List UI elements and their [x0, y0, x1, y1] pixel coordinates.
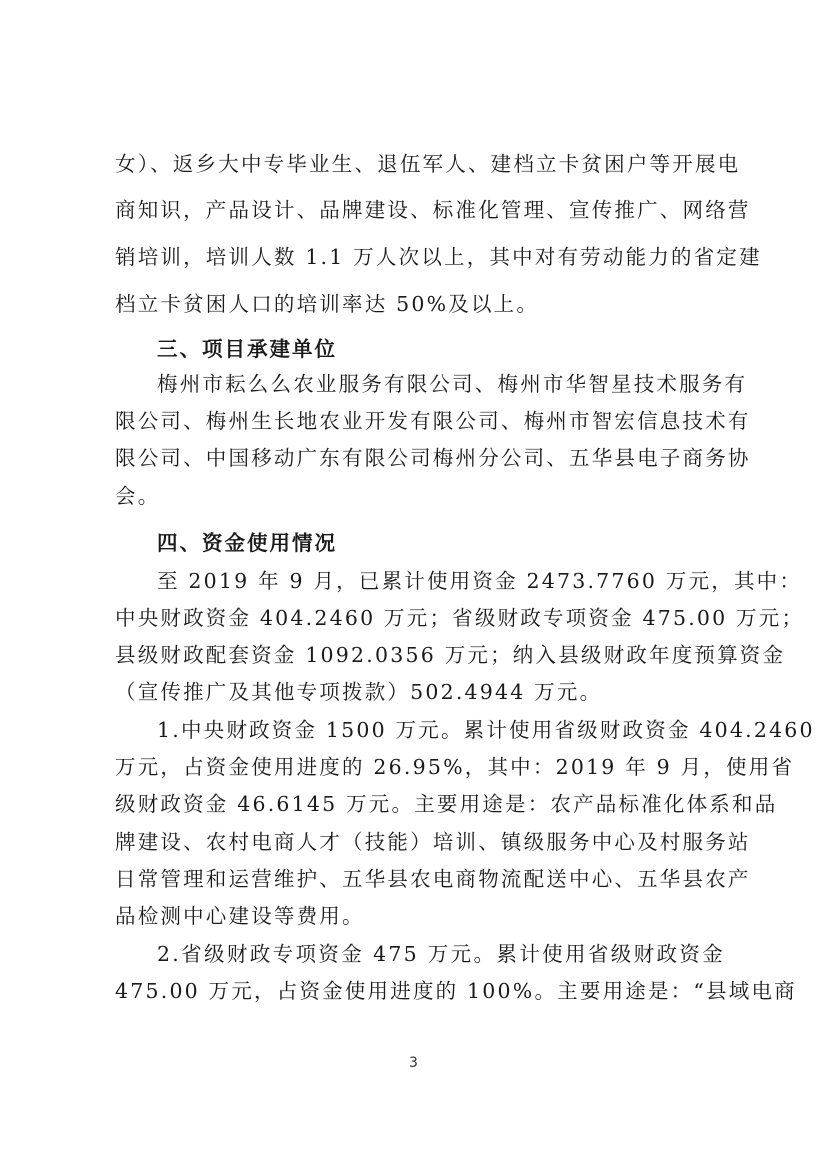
text-line: 牌建设、农村电商人才（技能）培训、镇级服务中心及村服务站: [115, 830, 751, 854]
text-line: 2.省级财政专项资金 475 万元。累计使用省级财政资金: [157, 942, 725, 966]
text-line: 销培训，培训人数 1.1 万人次以上，其中对有劳动能力的省定建: [115, 245, 762, 269]
text-line: 1.中央财政资金 1500 万元。累计使用省级财政资金 404.2460: [157, 718, 815, 742]
text-line: 会。: [115, 484, 161, 508]
text-line: 商知识，产品设计、品牌建设、标准化管理、宣传推广、网络营: [115, 198, 751, 222]
text-line: （宣传推广及其他专项拨款）502.4944 万元。: [115, 680, 603, 704]
section-heading: 三、项目承建单位: [157, 337, 337, 361]
text-line: 万元，占资金使用进度的 26.95%，其中：2019 年 9 月，使用省: [115, 755, 795, 779]
text-line: 日常管理和运营维护、五华县农电商物流配送中心、五华县农产: [115, 867, 751, 891]
text-line: 中央财政资金 404.2460 万元；省级财政专项资金 475.00 万元；: [115, 606, 805, 630]
text-line: 至 2019 年 9 月，已累计使用资金 2473.7760 万元，其中：: [157, 569, 803, 593]
text-line: 女）、返乡大中专毕业生、退伍军人、建档立卡贫困户等开展电: [115, 152, 741, 176]
text-line: 限公司、中国移动广东有限公司梅州分公司、五华县电子商务协: [115, 446, 751, 470]
page-number: 3: [409, 1055, 418, 1071]
section-heading: 四、资金使用情况: [157, 531, 337, 555]
text-line: 梅州市耘么么农业服务有限公司、梅州市华智星技术服务有: [157, 372, 748, 396]
text-line: 县级财政配套资金 1092.0356 万元；纳入县级财政年度预算资金: [115, 643, 786, 667]
text-line: 475.00 万元，占资金使用进度的 100%。主要用途是：“县域电商: [115, 979, 797, 1003]
text-line: 级财政资金 46.6145 万元。主要用途是：农产品标准化体系和品: [115, 792, 778, 816]
text-line: 品检测中心建设等费用。: [115, 904, 365, 928]
text-line: 档立卡贫困人口的培训率达 50%及以上。: [115, 292, 540, 316]
text-line: 限公司、梅州生长地农业开发有限公司、梅州市智宏信息技术有: [115, 409, 751, 433]
